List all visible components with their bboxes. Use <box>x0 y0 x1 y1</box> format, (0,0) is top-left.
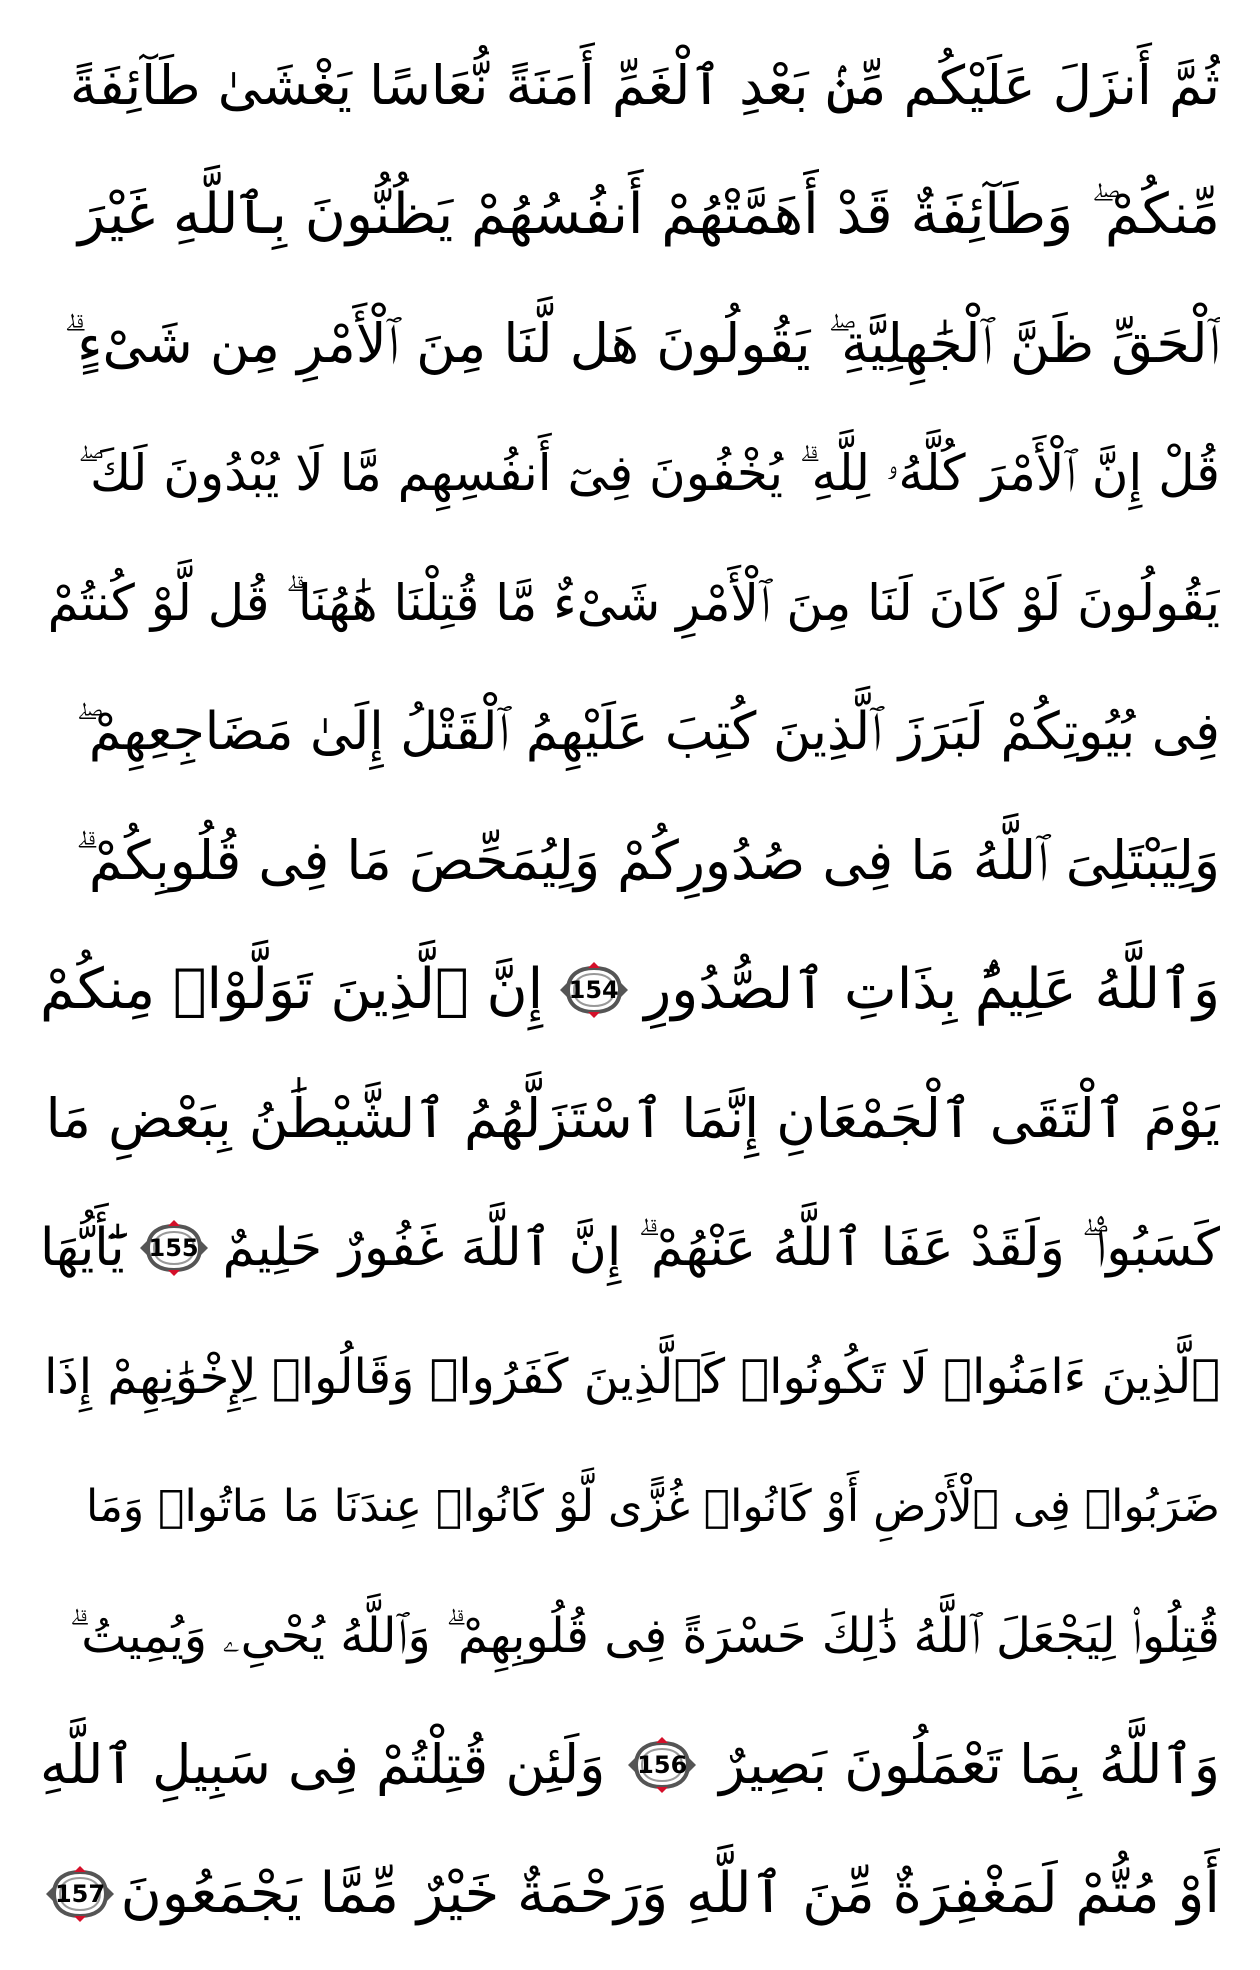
text-line <box>40 417 1220 529</box>
text-line <box>40 1580 1220 1692</box>
text-line <box>40 676 1220 788</box>
text-line <box>40 1321 1220 1433</box>
ayah-number-marker-icon <box>622 1735 702 1795</box>
text-line <box>40 159 1220 271</box>
verse-text: فِى بُيُوتِكُمْ لَبَرَزَ ٱلَّذِينَ كُتِبَ عَلَيْهِمُ ٱلْقَتْلُ إِلَىٰ مَضَاجِعِهِمْ ۖ <box>75 701 1220 762</box>
text-line <box>40 934 1220 1046</box>
ayah-number: 155 <box>148 1234 199 1263</box>
text-line <box>40 1192 1220 1304</box>
ayah-number-marker-icon <box>40 1864 120 1924</box>
verse-text: يَوْمَ ٱلْتَقَى ٱلْجَمْعَانِ إِنَّمَا ٱسْتَزَلَّهُمُ ٱلشَّيْطَٰنُ بِبَعْضِ مَا <box>45 1087 1220 1151</box>
verse-text: قُتِلُوا۟ لِيَجْعَلَ ٱللَّهُ ذَٰلِكَ حَسْرَةً فِى قُلُوبِهِمْ ۗ وَٱللَّهُ يُحْىِۦ وَيُمِيتُ ۗ <box>69 1607 1220 1664</box>
verse-text: ثُمَّ أَنزَلَ عَلَيْكُم مِّنۢ بَعْدِ ٱلْغَمِّ أَمَنَةً نُّعَاسًا يَغْشَىٰ طَآئِفَةً <box>69 54 1220 117</box>
ayah-number-marker-icon <box>134 1218 214 1278</box>
verse-text: ٱلَّذِينَ ءَامَنُوا۟ لَا تَكُونُوا۟ كَٱلَّذِينَ كَفَرُوا۟ وَقَالُوا۟ لِإِخْوَٰنِهِمْ إِذَا <box>44 1349 1220 1406</box>
verse-text: وَٱللَّهُ بِمَا تَعْمَلُونَ بَصِيرٌ <box>719 1732 1220 1796</box>
verse-text: مِّنكُمْ ۖ وَطَآئِفَةٌ قَدْ أَهَمَّتْهُمْ أَنفُسُهُمْ يَظُنُّونَ بِٱللَّهِ غَيْرَ <box>77 182 1220 248</box>
text-line <box>40 1451 1220 1563</box>
verse-text: إِنَّ ٱلَّذِينَ تَوَلَّوْا۟ مِنكُمْ <box>40 956 544 1022</box>
verse-text: قُلْ إِنَّ ٱلْأَمْرَ كُلَّهُۥ لِلَّهِ ۗ يُخْفُونَ فِىٓ أَنفُسِهِم مَّا لَا يُبْدُونَ لَكَ ۖ <box>77 444 1220 503</box>
verse-text: وَلَئِن قُتِلْتُمْ فِى سَبِيلِ ٱللَّهِ <box>40 1732 606 1796</box>
text-line <box>40 547 1220 659</box>
ayah-number: 156 <box>637 1750 688 1779</box>
verse-text: كَسَبُوا۟ ۖ وَلَقَدْ عَفَا ٱللَّهُ عَنْهُمْ ۗ إِنَّ ٱللَّهَ غَفُورٌ حَلِيمٌ <box>222 1218 1220 1279</box>
text-line <box>40 805 1220 917</box>
verse-text: وَٱللَّهُ عَلِيمٌۢ بِذَاتِ ٱلصُّدُورِ <box>644 956 1220 1022</box>
verse-text: ضَرَبُوا۟ فِى ٱلْأَرْضِ أَوْ كَانُوا۟ غُزًّى لَّوْ كَانُوا۟ عِندَنَا مَا مَاتُوا۟ وَمَا <box>85 1480 1220 1532</box>
verse-text: وَلِيَبْتَلِىَ ٱللَّهُ مَا فِى صُدُورِكُمْ وَلِيُمَحِّصَ مَا فِى قُلُوبِكُمْ ۗ <box>75 828 1220 892</box>
ayah-number-marker-icon <box>554 960 634 1020</box>
verse-text: يَٰٓأَيُّهَا <box>40 1218 125 1279</box>
text-line <box>40 1838 1220 1950</box>
ayah-number: 157 <box>54 1879 106 1908</box>
text-line <box>40 1709 1220 1821</box>
verse-text: أَوْ مُتُّمْ لَمَغْفِرَةٌ مِّنَ ٱللَّهِ وَرَحْمَةٌ خَيْرٌ مِّمَّا يَجْمَعُونَ <box>120 1860 1220 1926</box>
verse-text: ٱلْحَقِّ ظَنَّ ٱلْجَٰهِلِيَّةِ ۖ يَقُولُونَ هَل لَّنَا مِنَ ٱلْأَمْرِ مِن شَىْءٍ ۗ <box>63 312 1220 376</box>
verse-text: يَقُولُونَ لَوْ كَانَ لَنَا مِنَ ٱلْأَمْرِ شَىْءٌ مَّا قُتِلْنَا هَٰهُنَا ۗ قُل لَّوْ كُنتُمْ <box>47 573 1220 632</box>
text-line <box>40 30 1220 142</box>
text-line <box>40 1063 1220 1175</box>
ayah-number: 154 <box>568 975 619 1004</box>
text-line <box>40 288 1220 400</box>
